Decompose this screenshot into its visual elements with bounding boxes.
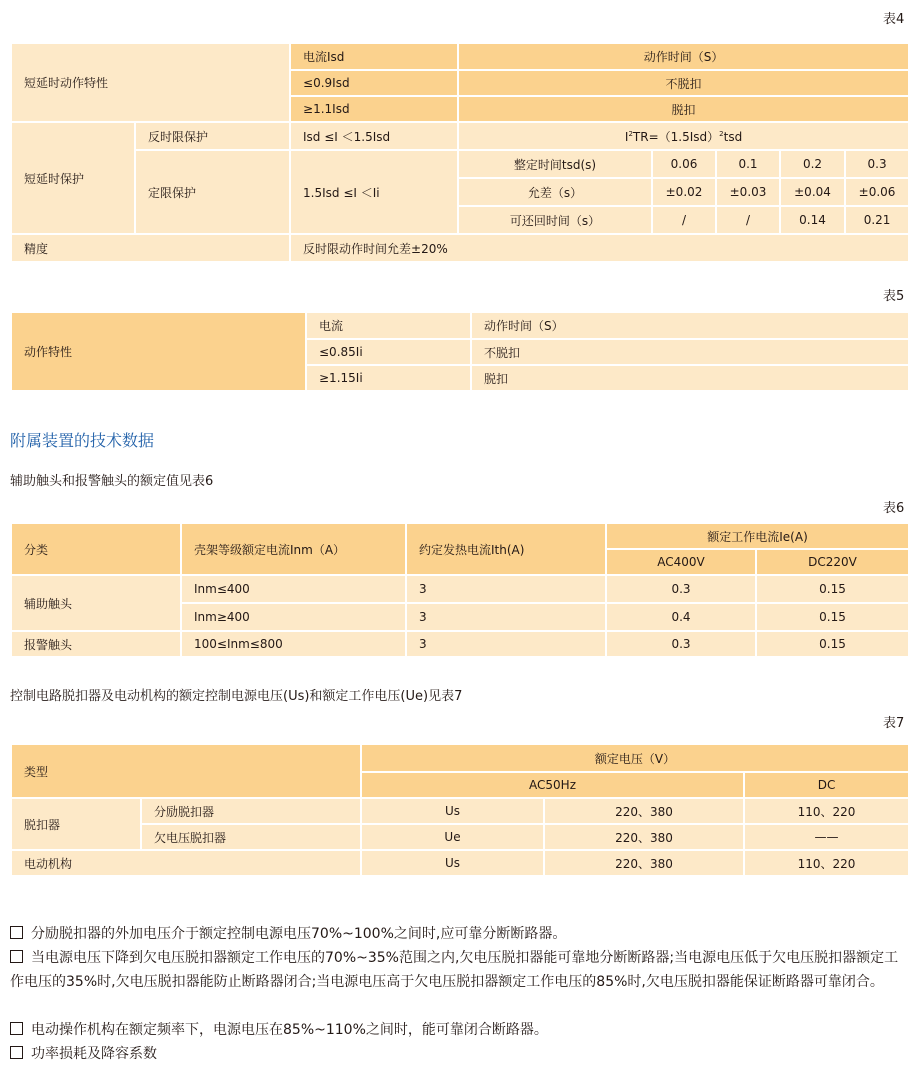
cell: 不脱扣 — [458, 70, 909, 96]
cell: 允差（s） — [458, 178, 652, 206]
precision-value: 反时限动作时间允差±20% — [290, 234, 909, 262]
cell: Isd ≤I ＜1.5Isd — [290, 122, 458, 150]
cell: 220、380 — [544, 850, 744, 876]
category-header: 分类 — [11, 523, 181, 575]
cell: 整定时间tsd(s) — [458, 150, 652, 178]
cell: 100≤Inm≤800 — [181, 631, 406, 657]
text: I — [624, 129, 629, 144]
cell: Ue — [361, 824, 544, 850]
cell: 反时限保护 — [135, 122, 290, 150]
table7 — [10, 743, 910, 877]
cell: 0.1 — [716, 150, 780, 178]
cell: 0.15 — [756, 575, 909, 603]
text: 2 — [719, 129, 724, 138]
cell: 3 — [406, 631, 606, 657]
action-characteristic: 动作特性 — [11, 312, 306, 391]
cell: ±0.03 — [716, 178, 780, 206]
type-header: 类型 — [11, 744, 361, 798]
table6 — [10, 522, 910, 658]
cell: 0.4 — [606, 603, 756, 631]
table5 — [10, 311, 910, 392]
cell: 不脱扣 — [471, 339, 909, 365]
table4-label: 表4 — [883, 12, 905, 27]
cell: Inm≥400 — [181, 603, 406, 631]
paragraph-2: 控制电路脱扣器及电动机构的额定控制电源电压(Us)和额定工作电压(Ue)见表7 — [10, 689, 463, 704]
checkbox-icon — [10, 926, 23, 939]
cell: 可还回时间（s） — [458, 206, 652, 234]
cell: ±0.02 — [652, 178, 716, 206]
cell: 220、380 — [544, 798, 744, 824]
cell: 0.3 — [606, 631, 756, 657]
note-text: 分励脱扣器的外加电压介于额定控制电源电压70%~100%之间时,应可靠分断断路器。 — [31, 926, 567, 942]
short-delay-protection: 短延时保护 — [11, 122, 135, 234]
text: 2 — [628, 129, 633, 138]
cell: ≤0.85Ii — [306, 339, 471, 365]
cell: ≤0.9Isd — [290, 70, 458, 96]
formula-cell — [458, 122, 909, 150]
cell: 0.15 — [756, 631, 909, 657]
cell: 定限保护 — [135, 150, 290, 234]
cell: ±0.06 — [845, 178, 909, 206]
ac50hz-header: AC50Hz — [361, 772, 744, 798]
cell: 220、380 — [544, 824, 744, 850]
note-text: 电动操作机构在额定频率下，电源电压在85%~110%之间时，能可靠闭合断路器。 — [31, 1022, 548, 1038]
trip-unit-label: 脱扣器 — [11, 798, 141, 850]
checkbox-icon — [10, 1022, 23, 1035]
cell: 110、220 — [744, 798, 909, 824]
cell: / — [652, 206, 716, 234]
cell: 1.5Isd ≤I ＜Ii — [290, 150, 458, 234]
cell: —— — [744, 824, 909, 850]
current-header: 电流Isd — [290, 43, 458, 70]
paragraph-1: 辅助触头和报警触头的额定值见表6 — [10, 474, 214, 489]
dc220v-header: DC220V — [756, 549, 909, 575]
cell: 0.3 — [845, 150, 909, 178]
action-time-header: 动作时间（S） — [458, 43, 909, 70]
cell: ≥1.1Isd — [290, 96, 458, 122]
checkbox-icon — [10, 1046, 23, 1059]
action-time-header: 动作时间（S） — [471, 312, 909, 339]
aux-contact-label: 辅助触头 — [11, 575, 181, 631]
cell: 0.14 — [780, 206, 845, 234]
ac400v-header: AC400V — [606, 549, 756, 575]
dc-header: DC — [744, 772, 909, 798]
rated-current-header: 额定工作电流Ie(A) — [606, 523, 909, 549]
cell: 脱扣 — [471, 365, 909, 391]
note-item — [10, 946, 910, 994]
cell: 分励脱扣器 — [141, 798, 361, 824]
cell: 0.21 — [845, 206, 909, 234]
text: tsd — [723, 129, 743, 144]
cell: 3 — [406, 575, 606, 603]
cell: / — [716, 206, 780, 234]
cell: 脱扣 — [458, 96, 909, 122]
cell: 0.2 — [780, 150, 845, 178]
note-text: 功率损耗及降容系数 — [31, 1046, 157, 1062]
cell: ≥1.15Ii — [306, 365, 471, 391]
cell: 电动机构 — [11, 850, 361, 876]
checkbox-icon — [10, 950, 23, 963]
precision-label: 精度 — [11, 234, 290, 262]
note-item — [10, 922, 910, 946]
cell: 0.15 — [756, 603, 909, 631]
table4 — [10, 42, 910, 263]
text: TR=（1.5Isd） — [632, 129, 720, 144]
frame-current-header: 壳架等级额定电流Inm（A） — [181, 523, 406, 575]
cell: Us — [361, 850, 544, 876]
note-item — [10, 1018, 910, 1042]
rated-voltage-header: 额定电压（V） — [361, 744, 909, 772]
table5-label: 表5 — [883, 289, 905, 304]
section-title: 附属装置的技术数据 — [10, 431, 155, 450]
cell: 0.3 — [606, 575, 756, 603]
cell: 110、220 — [744, 850, 909, 876]
current-header: 电流 — [306, 312, 471, 339]
cell: Inm≤400 — [181, 575, 406, 603]
note-item — [10, 1042, 910, 1066]
cell: ±0.04 — [780, 178, 845, 206]
cell: Us — [361, 798, 544, 824]
cell: 0.06 — [652, 150, 716, 178]
cell: 欠电压脱扣器 — [141, 824, 361, 850]
table6-label: 表6 — [883, 501, 905, 516]
thermal-current-header: 约定发热电流Ith(A) — [406, 523, 606, 575]
alarm-contact-label: 报警触头 — [11, 631, 181, 657]
table7-label: 表7 — [883, 716, 905, 731]
cell: 3 — [406, 603, 606, 631]
short-delay-characteristic: 短延时动作特性 — [11, 43, 290, 122]
note-text: 当电源电压下降到欠电压脱扣器额定工作电压的70%~35%范围之内,欠电压脱扣器能可靠地分断断路器;当电源电压低于欠电压脱扣器额定工作电压的35%时,欠电压脱扣器能防止断路器闭合;当电源电压高于欠电压脱扣器额定工作电压的85%时,欠电压脱扣器能保证断路器可靠闭合。 — [10, 950, 899, 990]
